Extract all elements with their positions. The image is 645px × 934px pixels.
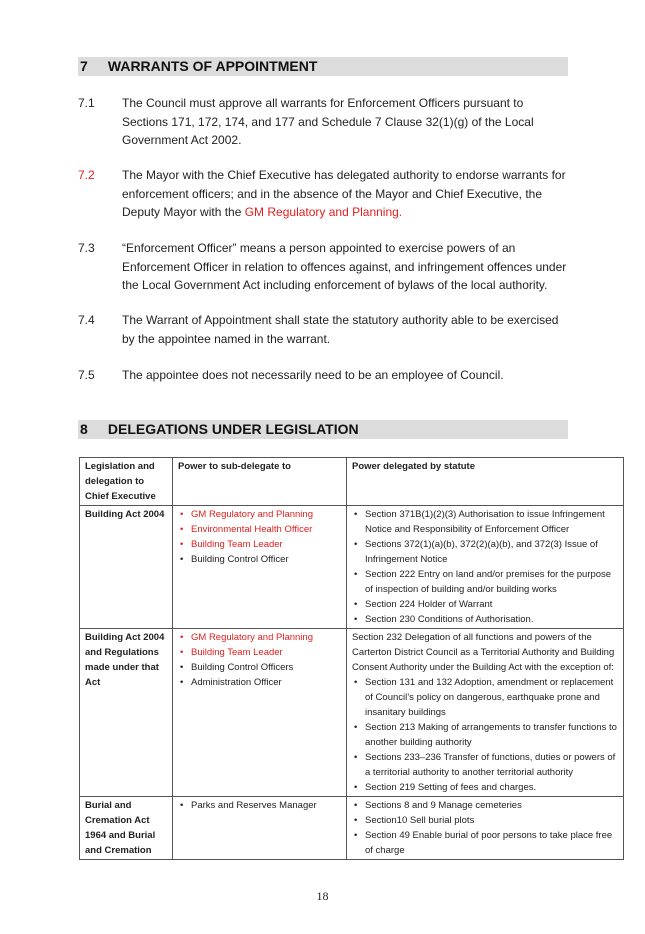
paragraph-number: 7.1 — [78, 96, 95, 110]
paragraph-text — [122, 166, 570, 222]
section-8-heading — [78, 420, 568, 439]
paragraph-number: 7.2 — [78, 168, 95, 182]
table-header-row — [80, 458, 624, 506]
statute-item: • Section 131 and 132 Adoption, amendment or replacement of Council’s policy on dangerous, earthquake prone and insanitary buildings — [365, 675, 618, 720]
paragraph-text: The Warrant of Appointment shall state the statutory authority able to be exercised by the appointee named in the warrant. — [122, 313, 559, 346]
paragraph-7-5 — [78, 366, 570, 385]
paragraph-7-2 — [78, 166, 570, 222]
column-header-subdelegate: Power to sub-delegate to — [173, 458, 347, 506]
statute-cell — [347, 629, 624, 797]
statute-item: • Section 213 Making of arrangements to transfer functions to another building authority — [365, 720, 618, 750]
legislation-cell: Burial and Cremation Act 1964 and Burial and Cremation — [80, 797, 173, 860]
statute-item: • Section 222 Entry on land and/or premises for the purpose of inspection of building and/or building works — [365, 567, 618, 597]
table-row — [80, 506, 624, 629]
subdelegate-item: • Building Team Leader — [191, 537, 341, 552]
delegations-table — [79, 457, 624, 860]
statute-item: • Section 224 Holder of Warrant — [365, 597, 618, 612]
paragraph-text: The appointee does not necessarily need to be an employee of Council. — [122, 368, 504, 382]
subdelegate-item: • GM Regulatory and Planning — [191, 630, 341, 645]
paragraph-number: 7.4 — [78, 313, 95, 327]
paragraph-text: The Council must approve all warrants for Enforcement Officers pursuant to Sections 171, 172, 174, and 177 and Schedule 7 Clause 32(1)(g) of the Local Government Act 2002. — [122, 96, 534, 147]
statute-cell — [347, 506, 624, 629]
subdelegate-cell — [173, 629, 347, 797]
statute-item: • Section 49 Enable burial of poor persons to take place free of charge — [365, 828, 618, 858]
paragraph-7-4 — [78, 311, 570, 348]
paragraph-7-3 — [78, 239, 570, 295]
page-number: 18 — [316, 889, 329, 903]
subdelegate-item: • Building Control Officer — [191, 552, 341, 567]
section-7-heading — [78, 57, 568, 76]
statute-item: • Sections 372(1)(a)(b), 372(2)(a)(b), and 372(3) Issue of Infringement Notice — [365, 537, 618, 567]
paragraph-text-main: The Mayor with the Chief Executive has delegated authority to endorse warrants for enforcement officers; and in the absence of the Mayor and Chief Executive, the Deputy Mayor with the — [122, 168, 566, 219]
paragraph-number: 7.5 — [78, 368, 95, 382]
section-title: DELEGATIONS UNDER LEGISLATION — [107, 421, 359, 437]
statute-item: • Section 219 Setting of fees and charges. — [365, 780, 618, 795]
statute-item: • Section 230 Conditions of Authorisation. — [365, 612, 618, 627]
subdelegate-item: • Environmental Health Officer — [191, 522, 341, 537]
subdelegate-item: • Parks and Reserves Manager — [191, 798, 341, 813]
paragraph-text: “Enforcement Officer” means a person appointed to exercise powers of an Enforcement Officer in relation to offences against, and infringement offences under the Local Government Act including enforcement of bylaws of the local authority. — [122, 241, 567, 292]
statute-item: • Section10 Sell burial plots — [365, 813, 618, 828]
statute-item: • Sections 233–236 Transfer of functions, duties or powers of a territorial authority to another territorial authority — [365, 750, 618, 780]
subdelegate-cell — [173, 506, 347, 629]
statute-intro: Section 232 Delegation of all functions and powers of the Carterton District Council as a Territorial Authority and Building Consent Authority under the Building Act with the exception of: — [352, 632, 615, 673]
column-header-statute: Power delegated by statute — [347, 458, 624, 506]
legislation-cell: Building Act 2004 — [80, 506, 173, 629]
section-number: 8 — [80, 421, 88, 437]
statute-item: • Section 371B(1)(2)(3) Authorisation to issue Infringement Notice and Responsibility of Enforcement Officer — [365, 507, 618, 537]
subdelegate-item: • Building Team Leader — [191, 645, 341, 660]
subdelegate-cell — [173, 797, 347, 860]
legislation-cell: Building Act 2004 and Regulations made under that Act — [80, 629, 173, 797]
paragraph-text-highlight: GM Regulatory and Planning. — [244, 205, 403, 219]
paragraph-7-1 — [78, 94, 570, 150]
statute-item: • Sections 8 and 9 Manage cemeteries — [365, 798, 618, 813]
section-number: 7 — [80, 58, 88, 74]
paragraph-number: 7.3 — [78, 241, 95, 255]
statute-cell — [347, 797, 624, 860]
section-title: WARRANTS OF APPOINTMENT — [107, 58, 318, 74]
subdelegate-item: • Building Control Officers — [191, 660, 341, 675]
subdelegate-item: • GM Regulatory and Planning — [191, 507, 341, 522]
table-row — [80, 797, 624, 860]
table-row — [80, 629, 624, 797]
subdelegate-item: • Administration Officer — [191, 675, 341, 690]
column-header-legislation: Legislation and delegation to Chief Executive — [80, 458, 173, 506]
